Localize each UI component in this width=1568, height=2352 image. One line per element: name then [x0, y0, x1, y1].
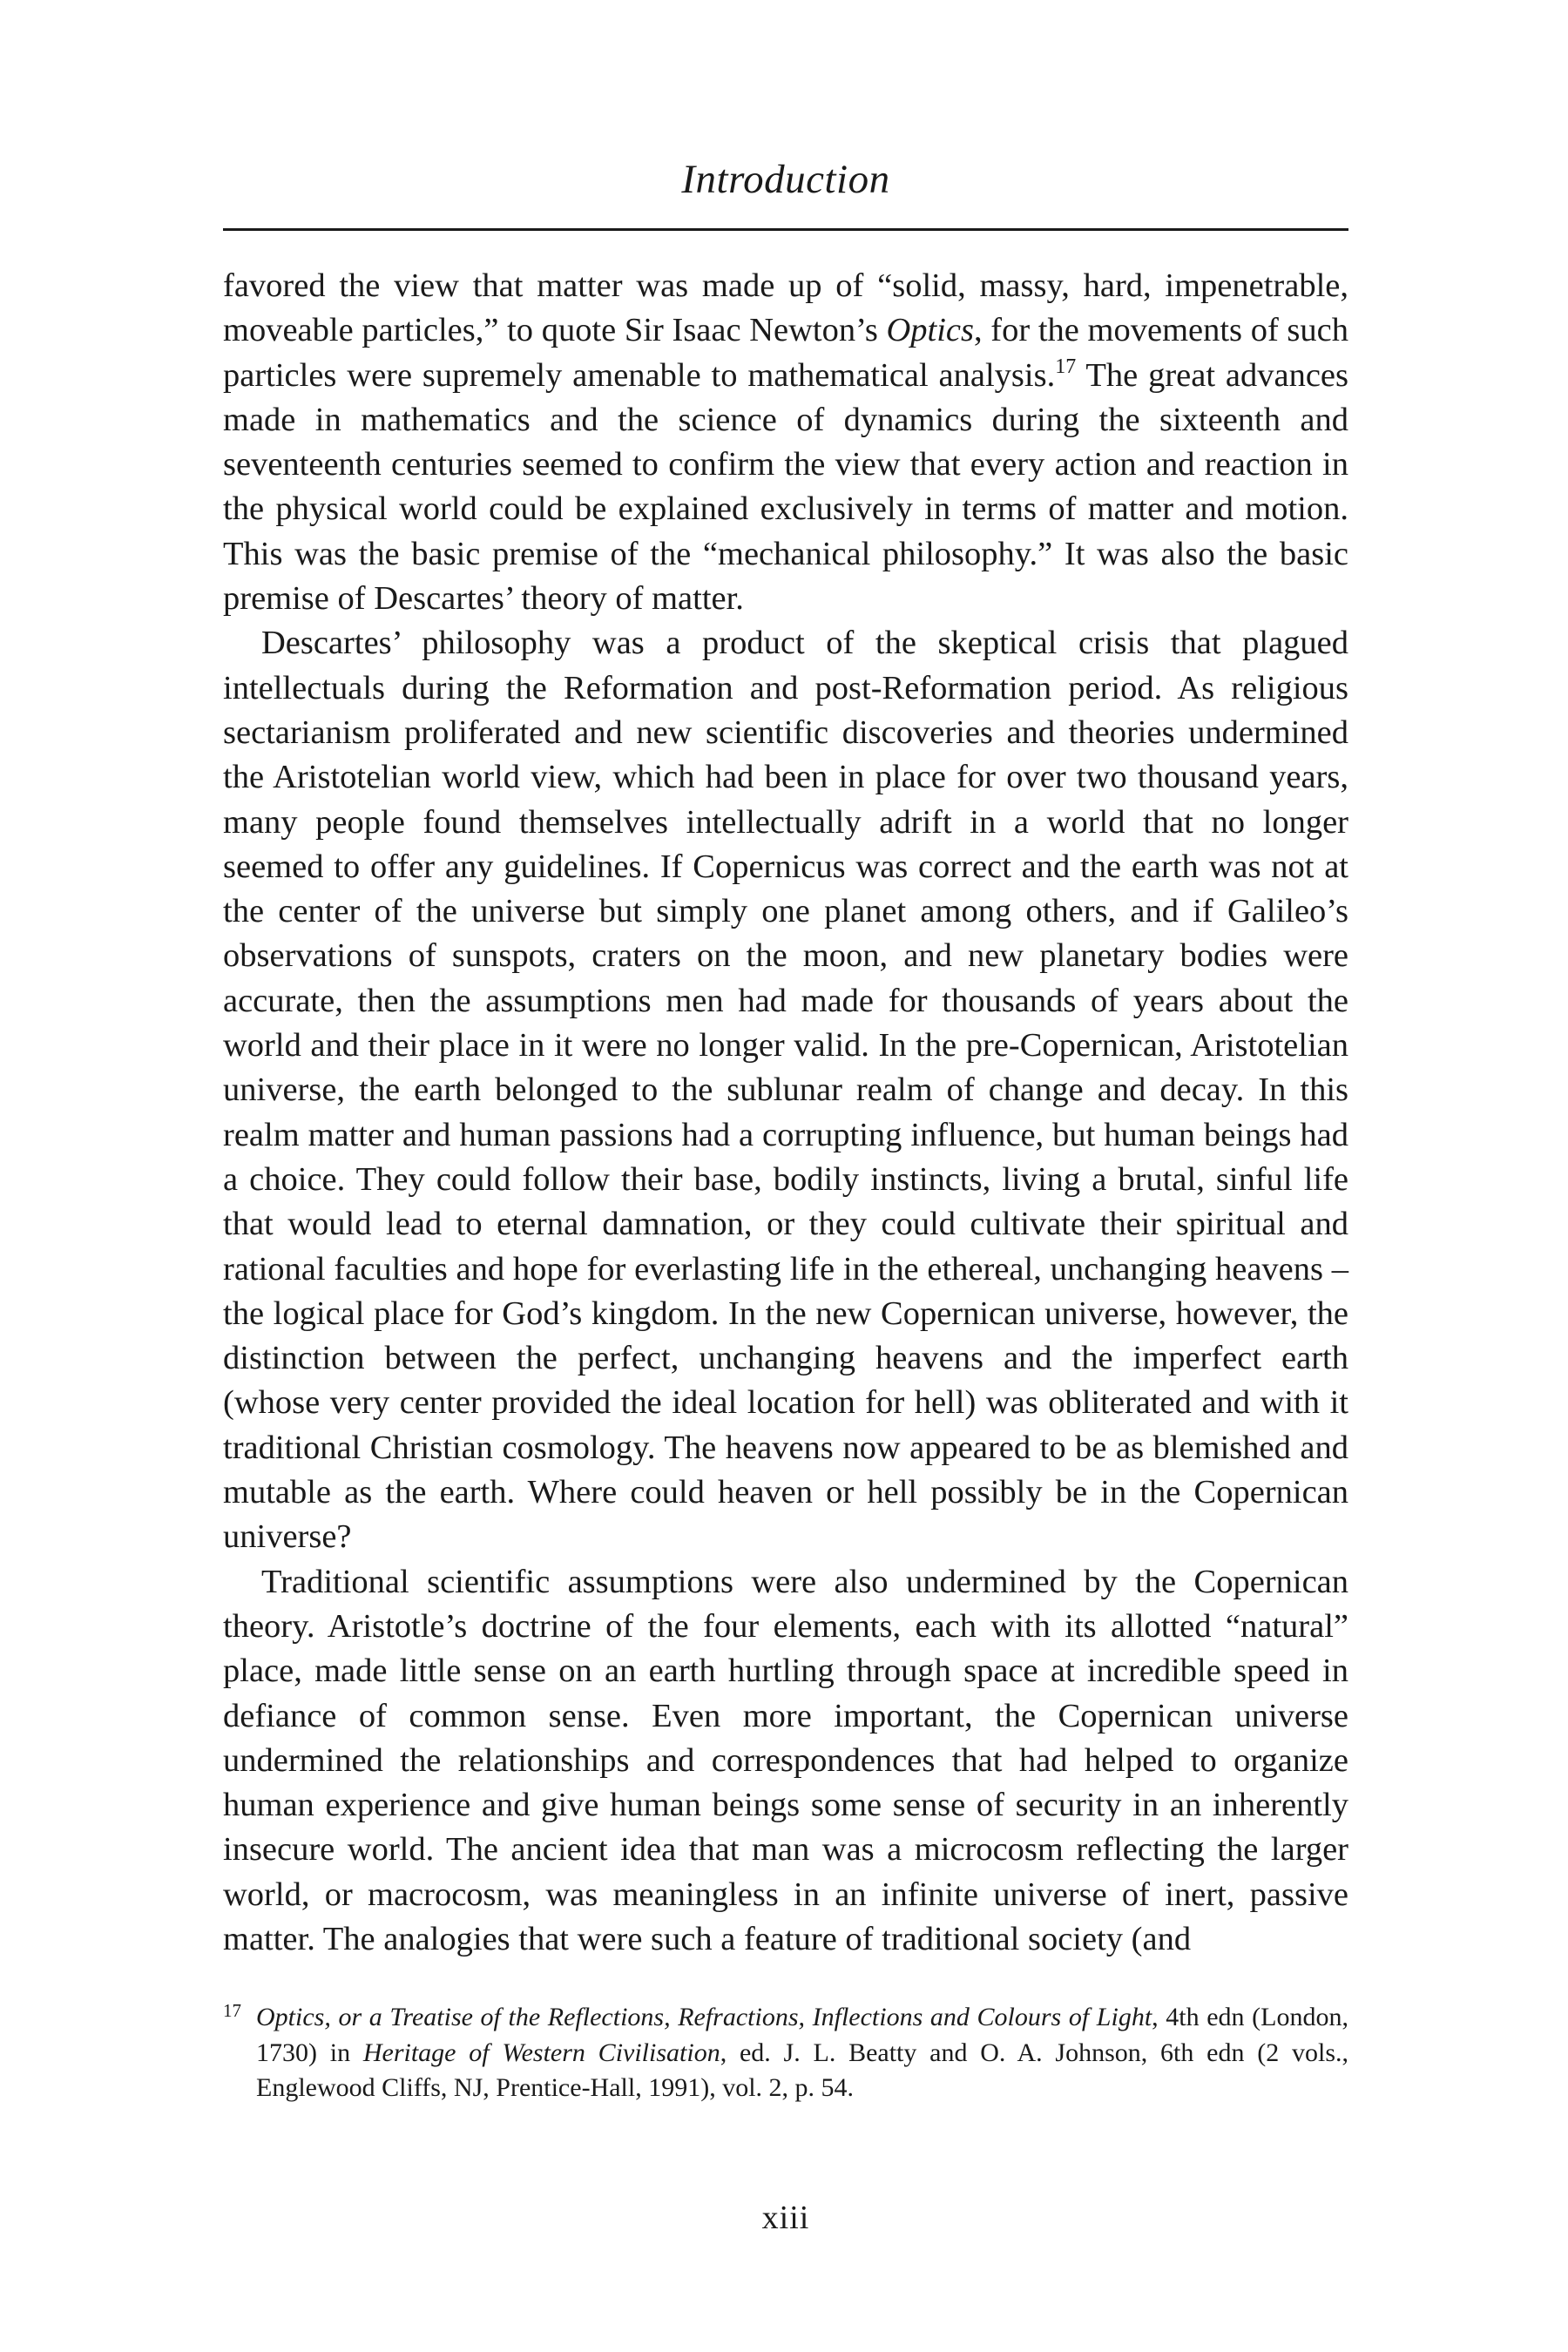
page-number: xiii [761, 2200, 810, 2236]
paragraph-1-rest: The great advances made in mathematics and the science of dynamics during the sixteenth and seventeenth centuries seemed to confirm the view that every action and reaction in the physical world could be explained exclusively in terms of matter and motion. This was the basic premise of the “mechanical philosophy.” It was also the basic premise of Descartes’ theory of matter. [223, 356, 1348, 618]
paragraph-1-middle: , for the movements of such particles were supremely amenable to mathematical analysis. [223, 312, 1348, 394]
footnote-17: 17 Optics, or a Treatise of the Reflections, Refractions, Inflections and Colours of Light, 4th edn (London, 1730) in Heritage of Western Civilisation, ed. J. L. Beatty and O. A. Johnson, 6th edn (2 vols., Englewood Cliffs, NJ, Prentice-Hall, 1991), vol. 2, p. 54. [223, 2000, 1348, 2102]
running-head: Introduction [681, 157, 890, 202]
book-page [223, 0, 1348, 2352]
paragraph-1-lead: favored the view that matter was made up of “solid, massy, hard, impenetrable, moveable particles,” to quote Sir Isaac Newton’s [223, 267, 1348, 349]
footnote-reference[interactable]: 17 [1055, 355, 1077, 378]
footnote-source-title: Heritage of Western Civilisation [362, 2038, 720, 2067]
paragraph-2: Descartes’ philosophy was a product of the skeptical crisis that plagued intellectuals during the Reformation and post-Reformation period. As religious sectarianism proliferated and new scientific discoveries and theories undermined the Aristotelian world view, which had been in place for over two thousand years, many people found themselves intellectually adrift in a world that no longer seemed to offer any guidelines. If Copernicus was correct and the earth was not at the center of the universe but simply one planet among others, and if Galileo’s observations of sunspots, craters on the moon, and new planetary bodies were accurate, then the assumptions men had made for thousands of years about the world and their place in it were no longer valid. In the pre-Copernican, Aristotelian universe, the earth belonged to the sublunar realm of change and decay. In this realm matter and human passions had a corrupting influence, but human beings had a choice. They could follow their base, bodily instincts, living a brutal, sinful life that would lead to eternal damnation, or they could cultivate their spiritual and rational faculties and hope for everlasting life in the ethereal, unchanging heavens – the logical place for God’s kingdom. In the new Copernican universe, however, the distinction between the perfect, unchanging heavens and the imperfect earth (whose very center provided the ideal location for hell) was obliterated and with it traditional Christian cosmology. The heavens now appeared to be as blemished and mutable as the earth. Where could heaven or hell possibly be in the Copernican universe? [223, 625, 1348, 1556]
paragraph-1 [223, 264, 1348, 621]
body-text [223, 264, 1348, 1962]
footnote-text-2: , ed. J. L. Beatty and O. A. Johnson, 6th edn (2 vols., Englewood Cliffs, NJ, Prentice-Hall, 1991), vol. 2, p. 54. [256, 2038, 1348, 2102]
footnotes [223, 2000, 1348, 2106]
header-rule [223, 228, 1348, 231]
footnote-work-title: Optics, or a Treatise of the Reflections, Refractions, Inflections and Colours of Light [256, 2003, 1152, 2031]
work-title-optics: Optics [886, 312, 974, 349]
paragraph-3: Traditional scientific assumptions were also undermined by the Copernican theory. Aristotle’s doctrine of the four elements, each with its allotted “natural” place, made little sense on an earth hurtling through space at incredible speed in defiance of common sense. Even more important, the Copernican universe undermined the relationships and correspondences that had helped to organize human experience and give human beings some sense of security in an inherently insecure world. The ancient idea that man was a microcosm reflecting the larger world, or macrocosm, was meaningless in an infinite universe of inert, passive matter. The analogies that were such a feature of traditional society (and [223, 1563, 1348, 1957]
footnote-text-1: , 4th edn (London, 1730) in [256, 2003, 1348, 2067]
